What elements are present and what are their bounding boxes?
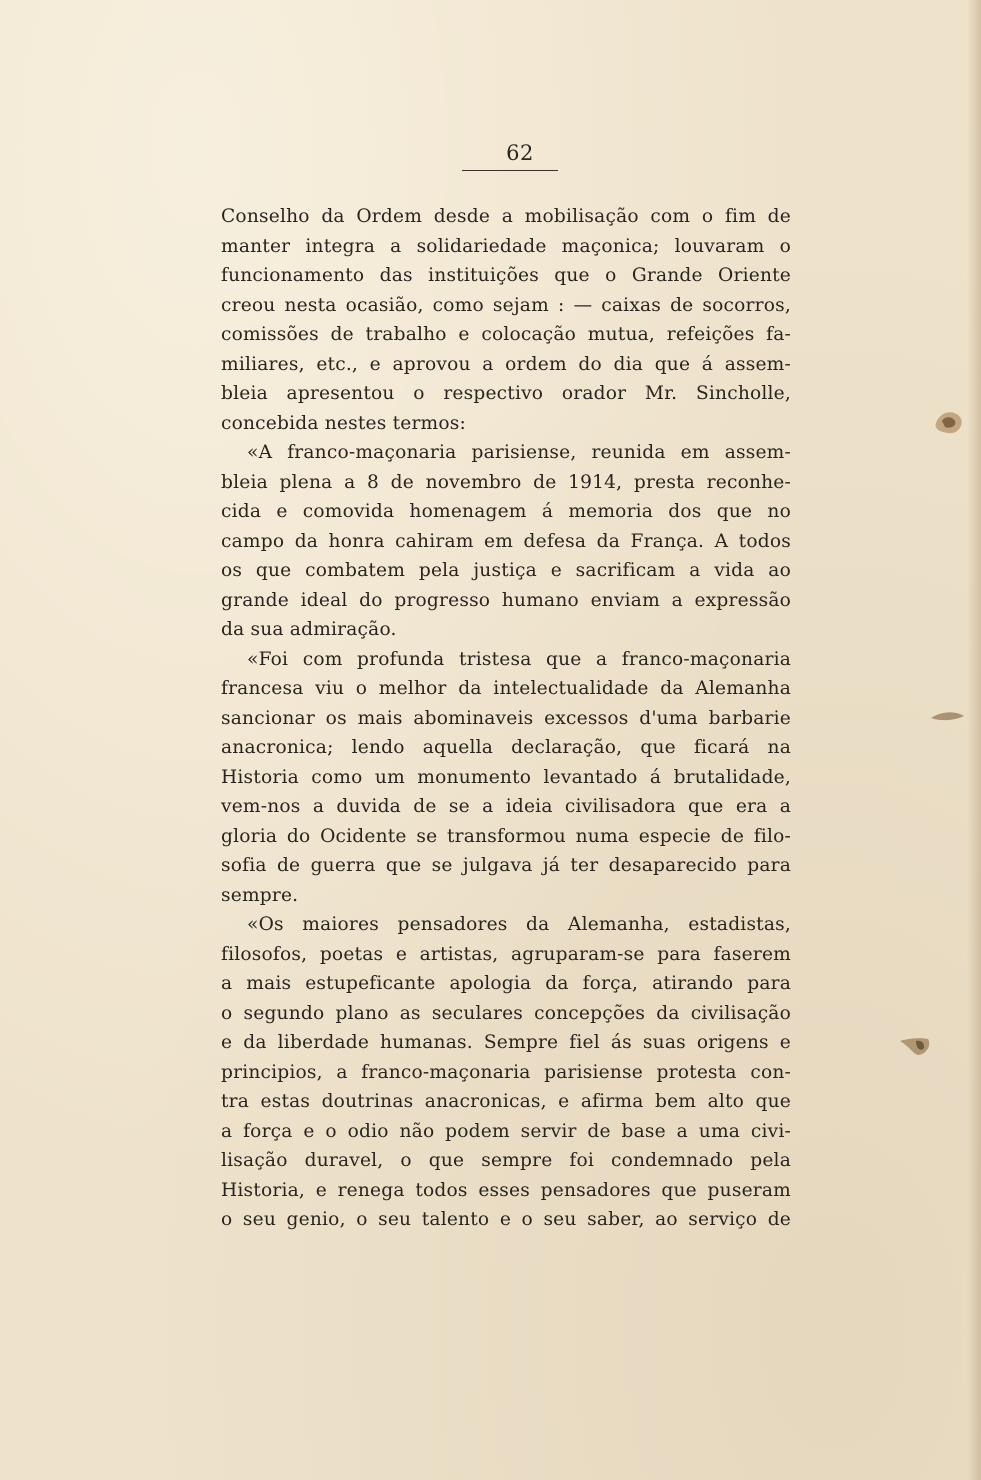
text-line: os que combatem pela justiça e sacrificam a vida ao (221, 560, 791, 581)
text-line: o segundo plano as seculares concepções da civilisação (221, 1002, 791, 1024)
text-line: «A franco-maçonaria parisiense, reunida em assem- (247, 442, 791, 463)
text-line: grande ideal do progresso humano enviam a expressão (221, 589, 791, 611)
text-line: miliares, etc., e aprovou a ordem do dia que á assem- (221, 353, 791, 375)
text-line: gloria do Ocidente se transformou numa especie de filo- (221, 825, 791, 847)
text-line: e da liberdade humanas. Sempre fiel ás suas origens e (221, 1032, 791, 1053)
text-line: manter integra a solidariedade maçonica; louvaram o (221, 235, 791, 257)
text-line: comissões de trabalho e colocação mutua, refeições fa- (221, 324, 791, 345)
text-line: principios, a franco-maçonaria parisiense protesta con- (221, 1061, 791, 1083)
page-number-rule (462, 170, 558, 171)
text-line: vem-nos a duvida de se a ideia civilisadora que era a (221, 796, 791, 817)
text-line: filosofos, poetas e artistas, agruparam-se para faserem (221, 943, 791, 965)
text-line: «Foi com profunda tristesa que a franco-maçonaria (247, 648, 791, 670)
text-line: «Os maiores pensadores da Alemanha, estadistas, (247, 914, 791, 935)
text-line: anacronica; lendo aquella declaração, que ficará na (221, 737, 791, 758)
text-line: cida e comovida homenagem á memoria dos que no (221, 501, 791, 522)
text-line: da sua admiração. (221, 619, 397, 640)
text-line: sancionar os mais abominaveis excessos d'uma barbarie (221, 707, 791, 729)
text-line: lisação duravel, o que sempre foi condemnado pela (221, 1150, 791, 1171)
text-line: francesa viu o melhor da intelectualidade da Alemanha (221, 678, 791, 699)
page-number: 62 (506, 141, 534, 165)
text-line: sempre. (221, 884, 299, 906)
paper-stain-2 (928, 700, 966, 734)
text-line: bleia apresentou o respectivo orador Mr. Sincholle, (221, 383, 791, 404)
text-line: creou nesta ocasião, como sejam : — caixas de socorros, (221, 294, 791, 316)
text-line: a mais estupeficante apologia da força, atirando para (221, 973, 791, 994)
text-line: Historia como um monumento levantado á brutalidade, (221, 766, 791, 788)
text-line: o seu genio, o seu talento e o seu saber, ao serviço de (221, 1209, 791, 1230)
text-line: sofia de guerra que se julgava já ter desaparecido para (221, 855, 791, 876)
text-line: tra estas doutrinas anacronicas, e afirma bem alto que (221, 1091, 791, 1112)
paper-stain-1 (930, 405, 968, 439)
paper-stain-3 (898, 1025, 936, 1059)
text-line: Conselho da Ordem desde a mobilisação com o fim de (221, 206, 791, 227)
body-text (221, 202, 791, 1235)
text-line: campo da honra cahiram em defesa da França. A todos (221, 530, 791, 552)
page-edge-shadow (967, 0, 981, 1480)
text-line: Historia, e renega todos esses pensadores que puseram (221, 1179, 791, 1201)
text-line: funcionamento das instituições que o Grande Oriente (221, 265, 791, 286)
text-line: concebida nestes termos: (221, 412, 466, 434)
text-line: a força e o odio não podem servir de base a uma civi- (221, 1120, 791, 1142)
text-line: bleia plena a 8 de novembro de 1914, presta reconhe- (221, 471, 791, 493)
